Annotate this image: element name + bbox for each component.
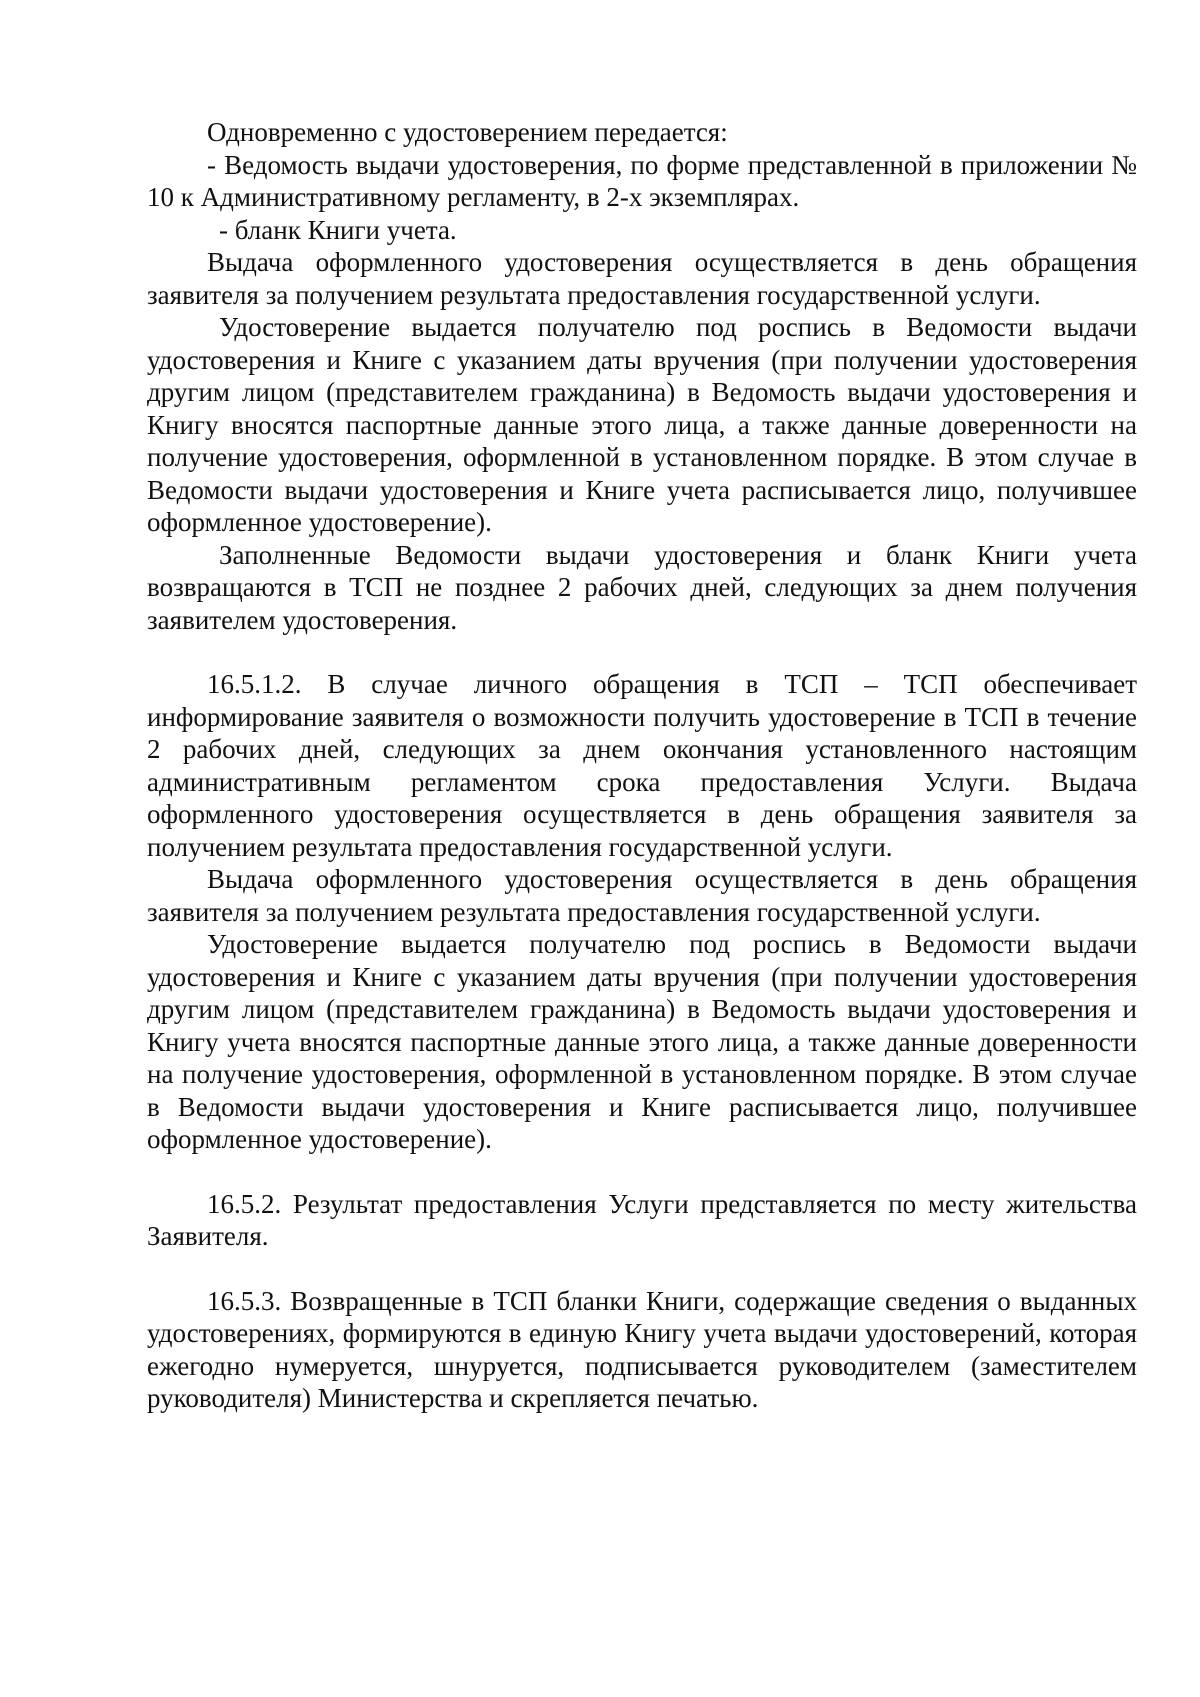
- paragraph-16-5-1-2: 16.5.1.2. В случае личного обращения в ТСП – ТСП обеспечивает информирование заявителя о возможности получить удостоверение в ТСП в течение 2 рабочих дней, следующих за днем окончания установленного настоящим административным регламентом срока предоставления Услуги. Выдача оформленного удостоверения осуществляется в день обращения заявителя за получением результата предоставления государственной услуги.: [147, 669, 1137, 862]
- paragraph-intro: Одновременно с удостоверением передается:: [207, 117, 728, 147]
- list-item-blank: - бланк Книги учета.: [219, 214, 457, 245]
- paragraph-issue-day-2: Выдача оформленного удостоверения осуществляется в день обращения заявителя за получением результата предоставления государственной услуги.: [147, 864, 1137, 927]
- paragraph-signature-2: Удостоверение выдается получателю под роспись в Ведомости выдачи удостоверения и Книге с указанием даты вручения (при получении удостоверения другим лицом (представителем гражданина) в Ведомость выдачи удостоверения и Книгу учета вносятся паспортные данные этого лица, а также данные доверенности на получение удостоверения, оформленной в установленном порядке. В этом случае в Ведомости выдачи удостоверения и Книге расписывается лицо, получившее оформленное удостоверение).: [147, 929, 1137, 1154]
- document-page: [147, 116, 1137, 1415]
- paragraph-signature: Удостоверение выдается получателю под роспись в Ведомости выдачи удостоверения и Книге с указанием даты вручения (при получении удостоверения другим лицом (представителем гражданина) в Ведомость выдачи удостоверения и Книгу вносятся паспортные данные этого лица, а также данные доверенности на получение удостоверения, оформленной в установленном порядке. В этом случае в Ведомости выдачи удостоверения и Книге учета расписывается лицо, получившее оформленное удостоверение).: [147, 312, 1137, 537]
- paragraph-16-5-2: 16.5.2. Результат предоставления Услуги представляется по месту жительства Заявителя.: [147, 1188, 1137, 1251]
- paragraph-return: Заполненные Ведомости выдачи удостоверения и бланк Книги учета возвращаются в ТСП не позднее 2 рабочих дней, следующих за днем получения заявителем удостоверения.: [147, 539, 1137, 635]
- paragraph-issue-day: Выдача оформленного удостоверения осуществляется в день обращения заявителя за получением результата предоставления государственной услуги.: [147, 247, 1137, 310]
- paragraph-16-5-3: 16.5.3. Возвращенные в ТСП бланки Книги, содержащие сведения о выданных удостоверениях, формируются в единую Книгу учета выдачи удостоверений, которая ежегодно нумеруется, шнуруется, подписывается руководителем (заместителем руководителя) Министерства и скрепляется печатью.: [147, 1285, 1137, 1413]
- list-item-vedomost: - Ведомость выдачи удостоверения, по форме представленной в приложении № 10 к Административному регламенту, в 2-х экземплярах.: [147, 149, 1137, 212]
